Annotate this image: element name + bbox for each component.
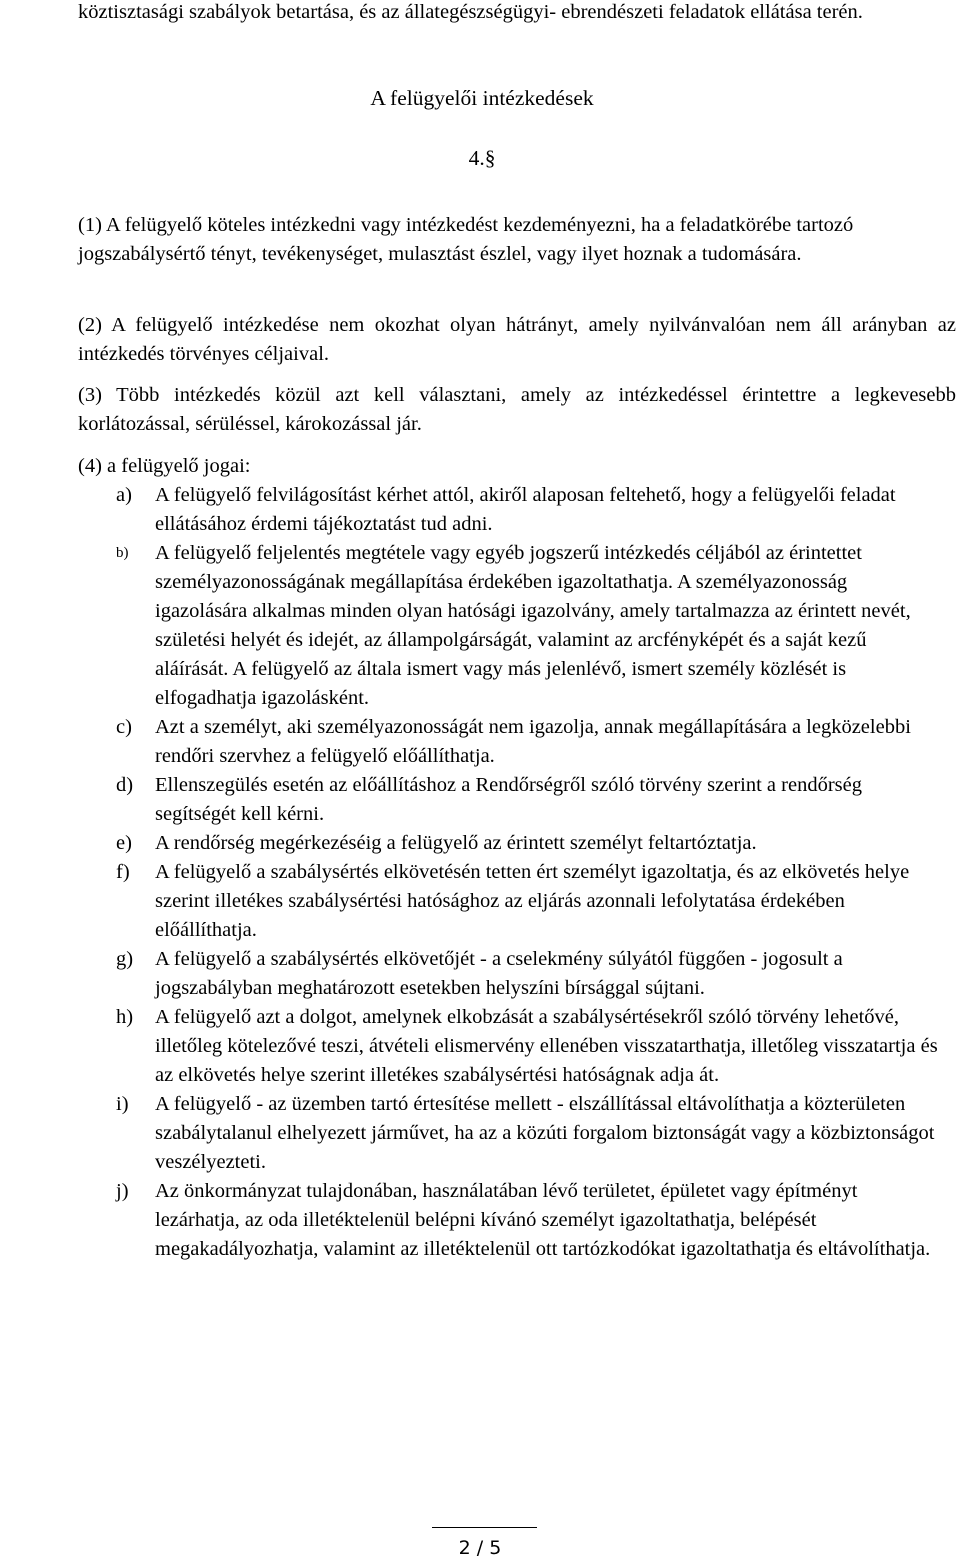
list-item-marker: i) <box>116 1093 129 1115</box>
list-item-marker: d) <box>116 774 134 796</box>
list-item-text: A felügyelő - az üzemben tartó értesítése mellett - elszállítással eltávolíthatja a közterületen szabálytalanul elhelyezett járművet, ha az a közúti forgalom biztonságát vagy a közbiztonságot veszélyezteti. <box>155 1093 935 1173</box>
list-item-text: Ellenszegülés esetén az előállításhoz a Rendőrségről szóló törvény szerint a rendőrség segítségét kell kérni. <box>155 774 862 825</box>
list-item-text: A felügyelő a szabálysértés elkövetőjét - a cselekmény súlyától függően - jogosult a jogszabályban meghatározott esetekben helyszíni bírsággal sújtani. <box>155 948 843 999</box>
list-item-text: Az önkormányzat tulajdonában, használatában lévő területet, épületet vagy építményt lezárhatja, az oda illetéktelenül belépni kívánó személyt igazoltathatja, belépését megakadályozhatja, valamint az illetéktelenül ott tartózkodókat igazoltathatja és eltávolíthatja. <box>155 1180 931 1260</box>
list-item-text: A felügyelő felvilágosítást kérhet attól, akiről alaposan feltehető, hogy a felügyelői feladat ellátásához érdemi tájékoztatást tud adni. <box>155 484 896 535</box>
list-item <box>78 481 956 539</box>
section-number <box>0 144 960 173</box>
section-number-text: 4.§ <box>468 146 496 170</box>
list-item <box>78 539 956 713</box>
list-item-text: A felügyelő azt a dolgot, amelynek elkobzását a szabálysértésekről szóló törvény lehetővé, illetőleg kötelezővé teszi, átvételi elismervény ellenében visszatarthatja, illetőleg visszatartja és az elkövetés helye szerint illetékes szabálysértési hatóságnak adja át. <box>155 1006 938 1086</box>
list-item <box>78 858 956 945</box>
list-item-text: A rendőrség megérkezéséig a felügyelő az érintett személyt feltartóztatja. <box>155 832 757 854</box>
page-number <box>0 1536 960 1560</box>
list-item <box>78 1003 956 1090</box>
list-item-marker: j) <box>116 1180 129 1202</box>
page-number-text: 2 / 5 <box>458 1537 502 1559</box>
intro-text: köztisztasági szabályok betartása, és az állategészségügyi- ebrendészeti feladatok ellátása terén. <box>78 1 863 23</box>
list-item <box>78 945 956 1003</box>
list-item-marker: b) <box>116 545 129 561</box>
list-item-marker: f) <box>116 861 130 883</box>
list-item-text: A felügyelő feljelentés megtétele vagy egyéb jogszerű intézkedés céljából az érintettet személyazonosságának megállapítása érdekében igazoltathatja. A személyazonosság igazolására alkalmas minden olyan hatósági igazolvány, amely tartalmazza az érintett nevét, születési helyét és idejét, az állampolgárságát, valamint az arcfényképét és a saját kezű aláírását. A felügyelő az általa ismert vagy más jelenlévő, ismert személy közlését is elfogadhatja igazolásként. <box>155 542 911 709</box>
section-title-text: A felügyelői intézkedések <box>370 86 594 110</box>
list-item-marker: a) <box>116 484 132 506</box>
list-item <box>78 1090 956 1177</box>
list-item <box>78 771 956 829</box>
footer-divider <box>432 1527 537 1528</box>
list-item-marker: e) <box>116 832 132 854</box>
list-item-marker: g) <box>116 948 134 970</box>
paragraph-1: (1) A felügyelő köteles intézkedni vagy intézkedést kezdeményezni, ha a feladatkörébe tartozó jogszabálysértő tényt, tevékenységet, mulasztást észlel, vagy ilyet hoznak a tudomására. <box>78 214 854 265</box>
list-item-text: A felügyelő a szabálysértés elkövetésén tetten ért személyt igazoltatja, és az elkövetés helye szerint illetékes szabálysértési hatósághoz az eljárás azonnali lefolytatása érdekében előállíthatja. <box>155 861 910 941</box>
paragraph-2: (2) A felügyelő intézkedése nem okozhat olyan hátrányt, amely nyilvánvalóan nem áll arányban az intézkedés törvényes céljaival. <box>78 314 956 365</box>
paragraph-4: (4) a felügyelő jogai: <box>78 455 251 477</box>
list-item-text: Azt a személyt, aki személyazonosságát nem igazolja, annak megállapítására a legközelebbi rendőri szervhez a felügyelő előállíthatja. <box>155 716 911 767</box>
list-item <box>78 1177 956 1264</box>
paragraph-3: (3) Több intézkedés közül azt kell választani, amely az intézkedéssel érintettre a legkevesebb korlátozással, sérüléssel, károkozással jár. <box>78 384 956 435</box>
list-item-marker: c) <box>116 716 132 738</box>
list-item-marker: h) <box>116 1006 134 1028</box>
list-item <box>78 713 956 771</box>
section-title <box>0 84 960 113</box>
rights-list <box>78 481 956 1264</box>
list-item <box>78 829 956 858</box>
